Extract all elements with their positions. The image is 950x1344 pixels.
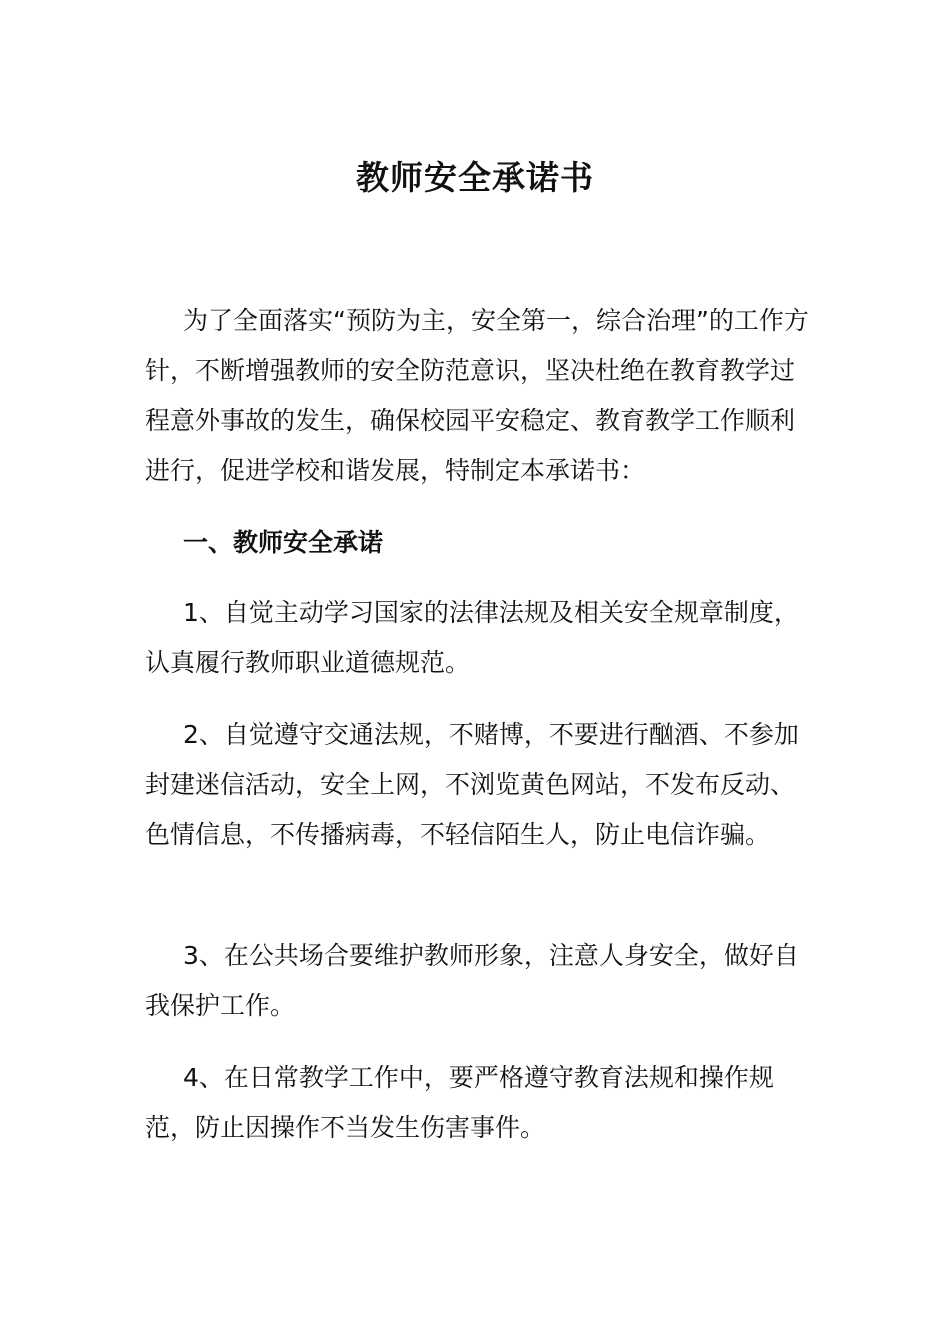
document-title: 教师安全承诺书 — [356, 158, 594, 197]
intro-paragraph: 为了全面落实“预防为主，安全第一，综合治理”的工作方针，不断增强教师的安全防范意识，坚决杜绝在教育教学过程意外事故的发生，确保校园平安稳定、教育教学工作顺利进行，促进学校和谐发展，特制定本承诺书： — [145, 306, 809, 485]
commitment-item-2: 2、自觉遵守交通法规，不赌博，不要进行酗酒、不参加封建迷信活动，安全上网，不浏览黄色网站，不发布反动、色情信息，不传播病毒，不轻信陌生人，防止电信诈骗。 — [145, 720, 799, 849]
section-heading: 一、教师安全承诺 — [183, 528, 384, 557]
commitment-item-1: 1、自觉主动学习国家的法律法规及相关安全规章制度，认真履行教师职业道德规范。 — [145, 598, 799, 677]
commitment-item-3: 3、在公共场合要维护教师形象，注意人身安全，做好自我保护工作。 — [145, 941, 799, 1020]
commitment-item-4: 4、在日常教学工作中，要严格遵守教育法规和操作规范，防止因操作不当发生伤害事件。 — [145, 1063, 774, 1142]
